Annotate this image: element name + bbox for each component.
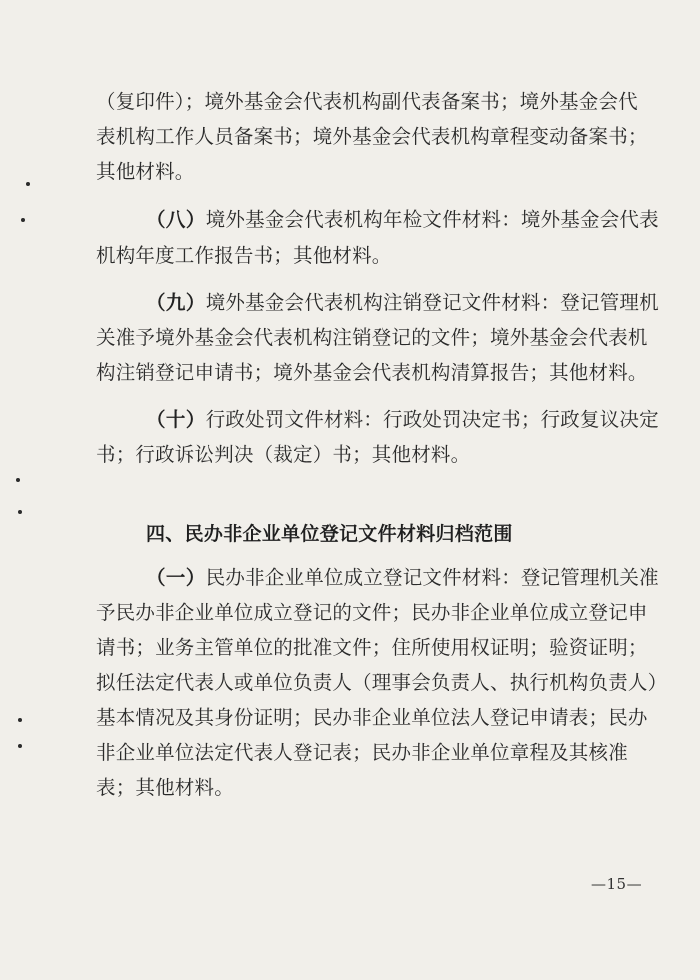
paragraph-line: 关准予境外基金会代表机构注销登记的文件；境外基金会代表机 xyxy=(96,326,648,349)
paragraph-line: 机构年度工作报告书；其他材料。 xyxy=(96,244,392,267)
paragraph-line: 基本情况及其身份证明；民办非企业单位法人登记申请表；民办 xyxy=(96,706,648,729)
binding-mark xyxy=(18,744,22,748)
item-text: 境外基金会代表机构年检文件材料：境外基金会代表 xyxy=(205,208,659,231)
paragraph-line: 书；行政诉讼判决（裁定）书；其他材料。 xyxy=(96,443,471,466)
item-number: （八） xyxy=(146,208,206,231)
paragraph-line xyxy=(146,408,700,432)
paragraph-line: 表机构工作人员备案书；境外基金会代表机构章程变动备案书； xyxy=(96,125,648,148)
item-number: （一） xyxy=(146,566,206,589)
paragraph-line: 其他材料。 xyxy=(96,160,195,183)
item-number: （十） xyxy=(146,408,206,431)
paragraph-line: （复印件）；境外基金会代表机构副代表备案书；境外基金会代 xyxy=(96,90,638,113)
section-heading: 四、民办非企业单位登记文件材料归档范围 xyxy=(146,523,513,545)
binding-mark xyxy=(21,218,25,222)
binding-mark xyxy=(18,510,22,514)
paragraph-line: 表；其他材料。 xyxy=(96,776,234,799)
paragraph-line xyxy=(146,291,700,315)
paragraph-line xyxy=(146,566,700,590)
page-number: —15— xyxy=(591,875,643,893)
item-number: （九） xyxy=(146,291,206,314)
item-text: 民办非企业单位成立登记文件材料：登记管理机关准 xyxy=(205,566,659,589)
paragraph-line: 构注销登记申请书；境外基金会代表机构清算报告；其他材料。 xyxy=(96,361,648,384)
paragraph-line: 拟任法定代表人或单位负责人（理事会负责人、执行机构负责人） xyxy=(96,671,668,694)
paragraph-line: 请书；业务主管单位的批准文件；住所使用权证明；验资证明； xyxy=(96,636,648,659)
paragraph-line xyxy=(146,208,700,232)
paragraph-line: 非企业单位法定代表人登记表；民办非企业单位章程及其核准 xyxy=(96,741,628,764)
item-text: 境外基金会代表机构注销登记文件材料：登记管理机 xyxy=(205,291,659,314)
binding-mark xyxy=(16,478,20,482)
item-text: 行政处罚文件材料：行政处罚决定书；行政复议决定 xyxy=(205,408,659,431)
binding-mark xyxy=(18,718,22,722)
paragraph-line: 予民办非企业单位成立登记的文件；民办非企业单位成立登记申 xyxy=(96,601,648,624)
binding-mark xyxy=(26,182,30,186)
